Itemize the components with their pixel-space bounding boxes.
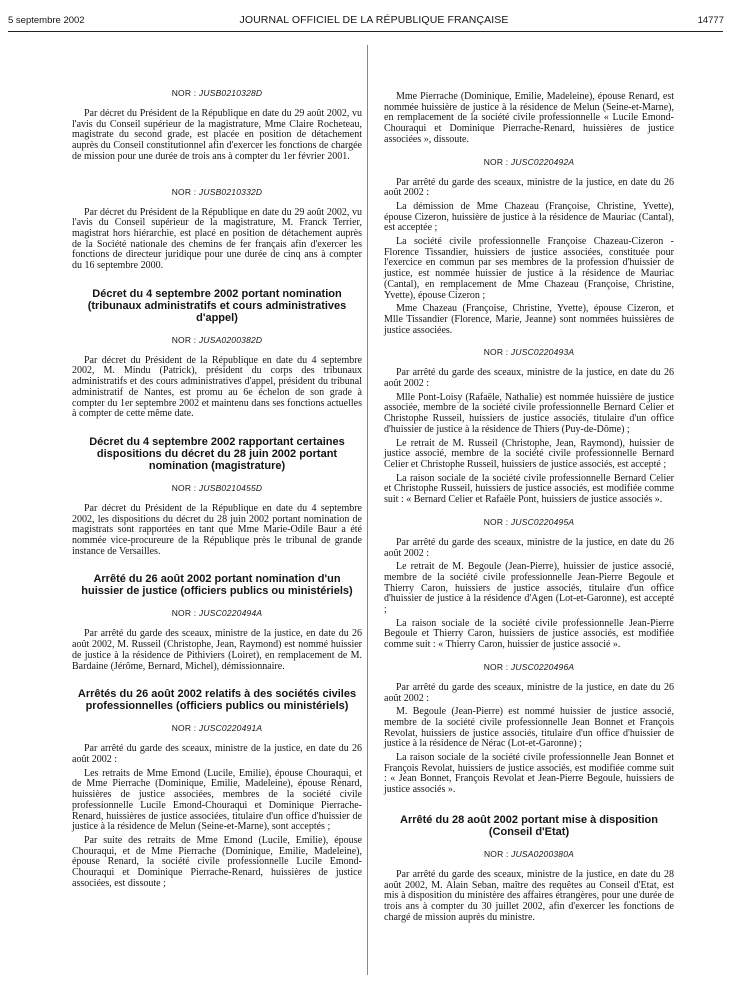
paragraph: La raison sociale de la société civile professionnelle Bernard Celier et Christophe Russeil, huissiers de justice associés, est modifiée comme suit : « Bernard Celier et Rafaële Pont, huissiers de justice associés ». xyxy=(384,472,674,506)
section-title: Arrêté du 28 août 2002 portant mise à disposition (Conseil d'Etat) xyxy=(400,813,658,838)
nor-reference: NOR : JUSC0220496A xyxy=(483,661,575,672)
paragraph: Le retrait de M. Begoule (Jean-Pierre), huissier de justice associé, membre de la société civile professionnelle Jean-Pierre Begoule et Thierry Caron, huissiers de justice associés, titulaire d'un office d'huissier de justice à la résidence d'Agen (Lot-et-Garonne), est accepté ; xyxy=(384,561,674,616)
paragraph: M. Begoule (Jean-Pierre) est nommé huissier de justice associé, membre de la société civile professionnelle Jean Bonnet et François Revolat, huissiers de justice associés, titulaire d'un office d'huissier de justice à la résidence de Nérac (Lot-et-Garonne) ; xyxy=(384,706,674,750)
nor-reference: NOR : JUSA0200380A xyxy=(483,848,575,859)
nor-reference: NOR : JUSC0220494A xyxy=(171,608,263,619)
nor-reference: NOR : JUSB0210328D xyxy=(171,88,263,98)
paragraph: Par décret du Président de la République en date du 29 août 2002, vu l'avis du Conseil supérieur de la magistrature, Mme Claire Rocheteau, magistrate du second grade, est placée en position de détachement auprès du Conseil constitutionnel afin d'exercer les fonctions de chargée de mission pour une durée de trois ans à compter du 1er février 2001. xyxy=(72,108,362,162)
header-date: 5 septembre 2002 xyxy=(8,15,85,26)
paragraph: Par décret du Président de la République en date du 4 septembre 2002, les dispositions du décret du 28 juin 2002 portant nomination de magistrats sont rapportées en tant que Mme Marie-Odile Baur a été nommée vice-procureure de la République près le tribunal de grande instance de Versailles. xyxy=(72,502,362,557)
paragraph: Par arrêté du garde des sceaux, ministre de la justice, en date du 26 août 2002 : xyxy=(72,743,362,765)
nor-reference: NOR : JUSC0220495A xyxy=(483,516,575,527)
paragraph: Les retraits de Mme Emond (Lucile, Emilie), épouse Chouraqui, et de Mme Pierrache (Dominique, Emilie, Madeleine), épouse Renard, huissières de justice associées, membres de la société civile professionnelle Lucile Emond-Chouraqui et Dominique Pierrache-Renard, huissières de justice associées, titulaire d'un office d'huissier de justice à la résidence de Melun (Seine-et-Marne), sont acceptés ; xyxy=(72,767,362,833)
paragraph: La démission de Mme Chazeau (Françoise, Christine, Yvette), épouse Cizeron, huissière de justice à la résidence de Mauriac (Cantal), est acceptée ; xyxy=(384,200,674,234)
header-rule xyxy=(8,31,723,32)
journal-title: JOURNAL OFFICIEL DE LA RÉPUBLIQUE FRANÇAISE xyxy=(239,14,509,26)
section-title: Arrêtés du 26 août 2002 relatifs à des sociétés civiles professionnelles (officiers publics ou ministériels) xyxy=(77,688,357,713)
paragraph: Par arrêté du garde des sceaux, ministre de la justice, en date du 26 août 2002 : xyxy=(384,681,674,704)
nor-reference: NOR : JUSC0220493A xyxy=(483,347,575,358)
paragraph: Mlle Pont-Loisy (Rafaële, Nathalie) est nommée huissière de justice associée, membre de la société civile professionnelle Bernard Celier et Christophe Russeil, huissiers de justice associés, titulaire d'un office d'huissier de justice à la résidence de Thiers (Puy-de-Dôme) ; xyxy=(384,391,674,435)
paragraph: Mme Pierrache (Dominique, Emilie, Madeleine), épouse Renard, est nommée huissière de justice à la résidence de Melun (Seine-et-Marne), en remplacement de la société civile professionnelle « Lucile Emond-Chouraqui et Dominique Pierrache-Renard, huissières de justice associées », dissoute. xyxy=(384,91,674,145)
paragraph: Par décret du Président de la République en date du 29 août 2002, vu l'avis du Conseil supérieur de la magistrature, M. Franck Terrier, magistrat hors hiérarchie, est placé en position de détachement auprès de la Société nationale des chemins de fer français afin d'exercer les fonctions de directeur juridique pour une durée de cinq ans à compter du 16 septembre 2000. xyxy=(72,206,362,272)
paragraph: La raison sociale de la société civile professionnelle Jean Bonnet et François Revolat, huissiers de justice associés, est modifiée comme suit : « Jean Bonnet, François Revolat et Jean-Pierre Begoule, huissiers de justice associés ». xyxy=(384,752,674,796)
nor-reference: NOR : JUSB0210332D xyxy=(171,186,263,197)
section-title: Arrêté du 26 août 2002 portant nomination d'un huissier de justice (officiers publics ou ministériels) xyxy=(81,573,353,598)
nor-reference: NOR : JUSC0220492A xyxy=(483,156,575,167)
paragraph: Par arrêté du garde des sceaux, ministre de la justice, en date du 28 août 2002, M. Alain Seban, maître des requêtes au Conseil d'Etat, est mis à disposition du ministère des affaires étrangères, pour une durée de trois ans à compter du 30 juillet 2002, afin d'exercer les fonctions de chargé de mission auprès du ministre. xyxy=(384,868,674,923)
paragraph: Par arrêté du garde des sceaux, ministre de la justice, en date du 26 août 2002 : xyxy=(384,536,674,559)
nor-reference: NOR : JUSB0210455D xyxy=(171,482,263,493)
section-title: Décret du 4 septembre 2002 rapportant certaines dispositions du décret du 28 juin 2002 portant nomination (magistrature) xyxy=(89,435,345,472)
section-title: Décret du 4 septembre 2002 portant nomination (tribunaux administratifs et cours administratives d'appel) xyxy=(87,287,347,324)
nor-reference: NOR : JUSA0200382D xyxy=(171,334,263,345)
right-column xyxy=(384,92,674,926)
left-column xyxy=(72,88,362,892)
paragraph: Par arrêté du garde des sceaux, ministre de la justice, en date du 26 août 2002, M. Russeil (Christophe, Jean, Raymond) est nommé huissier de justice à la résidence de Pithiviers (Loiret), en remplacement de M. Bardaine (Jérôme, Bernard, Michel), démissionnaire. xyxy=(72,628,362,672)
nor-reference: NOR : JUSC0220491A xyxy=(171,723,263,734)
paragraph: Par suite des retraits de Mme Emond (Lucile, Emilie), épouse Chouraqui, et de Mme Pierrache (Dominique, Emilie, Madeleine), épouse Renard, la société civile professionnelle Lucile Emond-Chouraqui et Dominique Pierrache-Renard, huissières de justice associées, est dissoute ; xyxy=(72,834,362,889)
paragraph: Par décret du Président de la République en date du 4 septembre 2002, M. Mindu (Patrick), président du corps des tribunaux administratifs et des cours administratives d'appel, président du tribunal administratif de Nantes, est promu au 6e échelon de son grade à compter du 1er septembre 2002 et maintenu dans ses fonctions actuelles à compter de cette même date. xyxy=(72,354,362,420)
page-number: 14777 xyxy=(697,15,724,26)
paragraph: La raison sociale de la société civile professionnelle Jean-Pierre Begoule et Thierry Caron, huissiers de justice associés, est modifiée comme suit : « Thierry Caron, huissier de justice associé ». xyxy=(384,617,674,651)
paragraph: Par arrêté du garde des sceaux, ministre de la justice, en date du 26 août 2002 : xyxy=(384,367,674,390)
paragraph: Mme Chazeau (Françoise, Christine, Yvette), épouse Cizeron, et Mlle Tissandier (Florence, Marie, Jeanne) sont nommées huissières de justice associées. xyxy=(384,303,674,336)
page-header xyxy=(0,0,748,40)
paragraph: Le retrait de M. Russeil (Christophe, Jean, Raymond), huissier de justice associé, membre de la société civile professionnelle Bernard Celier et Christophe Russeil, huissiers de justice associés, est accepté ; xyxy=(384,437,674,470)
paragraph: Par arrêté du garde des sceaux, ministre de la justice, en date du 26 août 2002 : xyxy=(384,176,674,199)
paragraph: La société civile professionnelle Françoise Chazeau-Cizeron - Florence Tissandier, huissiers de justice associées, constituée pour l'exercice en commun par ses membres de la profession d'huissier de justice, est nommée huissier de justice à la résidence de Mauriac (Cantal), en remplacement de Mme Chazeau (Françoise, Christine, Yvette), épouse Cizeron ; xyxy=(384,236,674,301)
column-divider xyxy=(367,45,368,975)
